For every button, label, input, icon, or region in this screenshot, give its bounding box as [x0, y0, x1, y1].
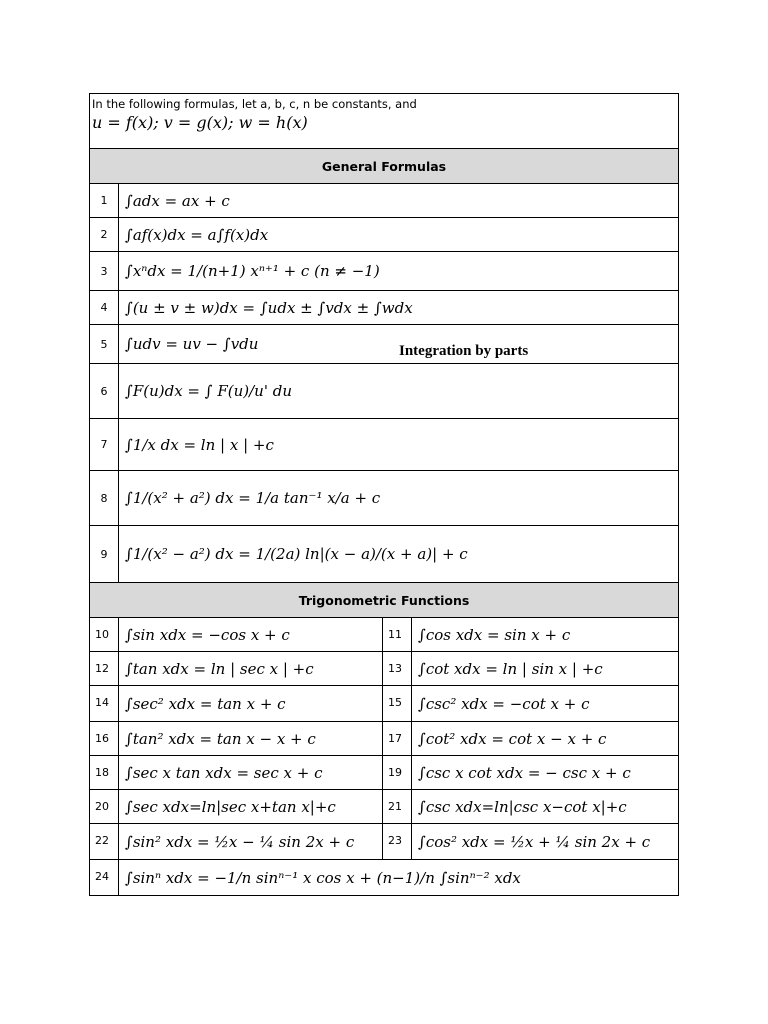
intro-definitions: u = f(x); v = g(x); w = h(x) — [92, 113, 308, 132]
formula: ∫af(x)dx = a∫f(x)dx — [119, 218, 679, 252]
formula-number: 21 — [383, 790, 412, 824]
formula: ∫(u ± v ± w)dx = ∫udx ± ∫vdx ± ∫wdx — [119, 291, 679, 325]
formula: ∫cos² xdx = ½x + ¼ sin 2x + c — [412, 824, 679, 860]
formula-table — [89, 93, 679, 896]
formula-number: 8 — [90, 471, 119, 526]
formula: ∫sec² xdx = tan x + c — [119, 686, 383, 722]
formula-number: 3 — [90, 252, 119, 291]
formula-number: 6 — [90, 364, 119, 419]
formula: ∫cot² xdx = cot x − x + c — [412, 722, 679, 756]
formula-number: 10 — [90, 618, 119, 652]
formula-number: 18 — [90, 756, 119, 790]
formula: ∫sin xdx = −cos x + c — [119, 618, 383, 652]
formula-number: 16 — [90, 722, 119, 756]
formula: ∫adx = ax + c — [119, 184, 679, 218]
formula: ∫F(u)dx = ∫ F(u)/u' du — [119, 364, 679, 419]
integration-by-parts-note: Integration by parts — [399, 343, 529, 359]
formula: ∫1/x dx = ln | x | +c — [119, 419, 679, 471]
formula: ∫udv = uv − ∫vdu — [125, 335, 259, 353]
formula: ∫sec xdx=ln|sec x+tan x|+c — [119, 790, 383, 824]
formula: ∫cos xdx = sin x + c — [412, 618, 679, 652]
formula: ∫tan² xdx = tan x − x + c — [119, 722, 383, 756]
formula: ∫csc xdx=ln|csc x−cot x|+c — [412, 790, 679, 824]
formula-number: 20 — [90, 790, 119, 824]
formula: ∫sinⁿ xdx = −1/n sinⁿ⁻¹ x cos x + (n−1)/n ∫sinⁿ⁻² xdx — [119, 860, 679, 896]
formula: ∫1/(x² + a²) dx = 1/a tan⁻¹ x/a + c — [119, 471, 679, 526]
formula-number: 17 — [383, 722, 412, 756]
formula: ∫sin² xdx = ½x − ¼ sin 2x + c — [119, 824, 383, 860]
formula-number: 22 — [90, 824, 119, 860]
intro-cell — [90, 94, 679, 149]
general-formulas-header: General Formulas — [90, 149, 679, 184]
formula-number: 13 — [383, 652, 412, 686]
formula: ∫tan xdx = ln | sec x | +c — [119, 652, 383, 686]
formula-number: 23 — [383, 824, 412, 860]
formula-number: 5 — [90, 325, 119, 364]
formula-number: 19 — [383, 756, 412, 790]
formula-number: 12 — [90, 652, 119, 686]
formula: ∫cot xdx = ln | sin x | +c — [412, 652, 679, 686]
formula: ∫csc² xdx = −cot x + c — [412, 686, 679, 722]
formula-number: 15 — [383, 686, 412, 722]
formula-number: 14 — [90, 686, 119, 722]
formula-number: 24 — [90, 860, 119, 896]
formula-number: 2 — [90, 218, 119, 252]
formula-number: 9 — [90, 526, 119, 583]
trigonometric-functions-header: Trigonometric Functions — [90, 583, 679, 618]
formula-number: 7 — [90, 419, 119, 471]
formula-cell — [119, 325, 679, 364]
formula-number: 4 — [90, 291, 119, 325]
formula-number: 1 — [90, 184, 119, 218]
formula-number: 11 — [383, 618, 412, 652]
formula: ∫1/(x² − a²) dx = 1/(2a) ln|(x − a)/(x + a)| + c — [119, 526, 679, 583]
formula: ∫xⁿdx = 1/(n+1) xⁿ⁺¹ + c (n ≠ −1) — [119, 252, 679, 291]
intro-text: In the following formulas, let a, b, c, n be constants, and — [92, 97, 417, 111]
intro-row — [90, 94, 679, 149]
formula: ∫sec x tan xdx = sec x + c — [119, 756, 383, 790]
formula: ∫csc x cot xdx = − csc x + c — [412, 756, 679, 790]
